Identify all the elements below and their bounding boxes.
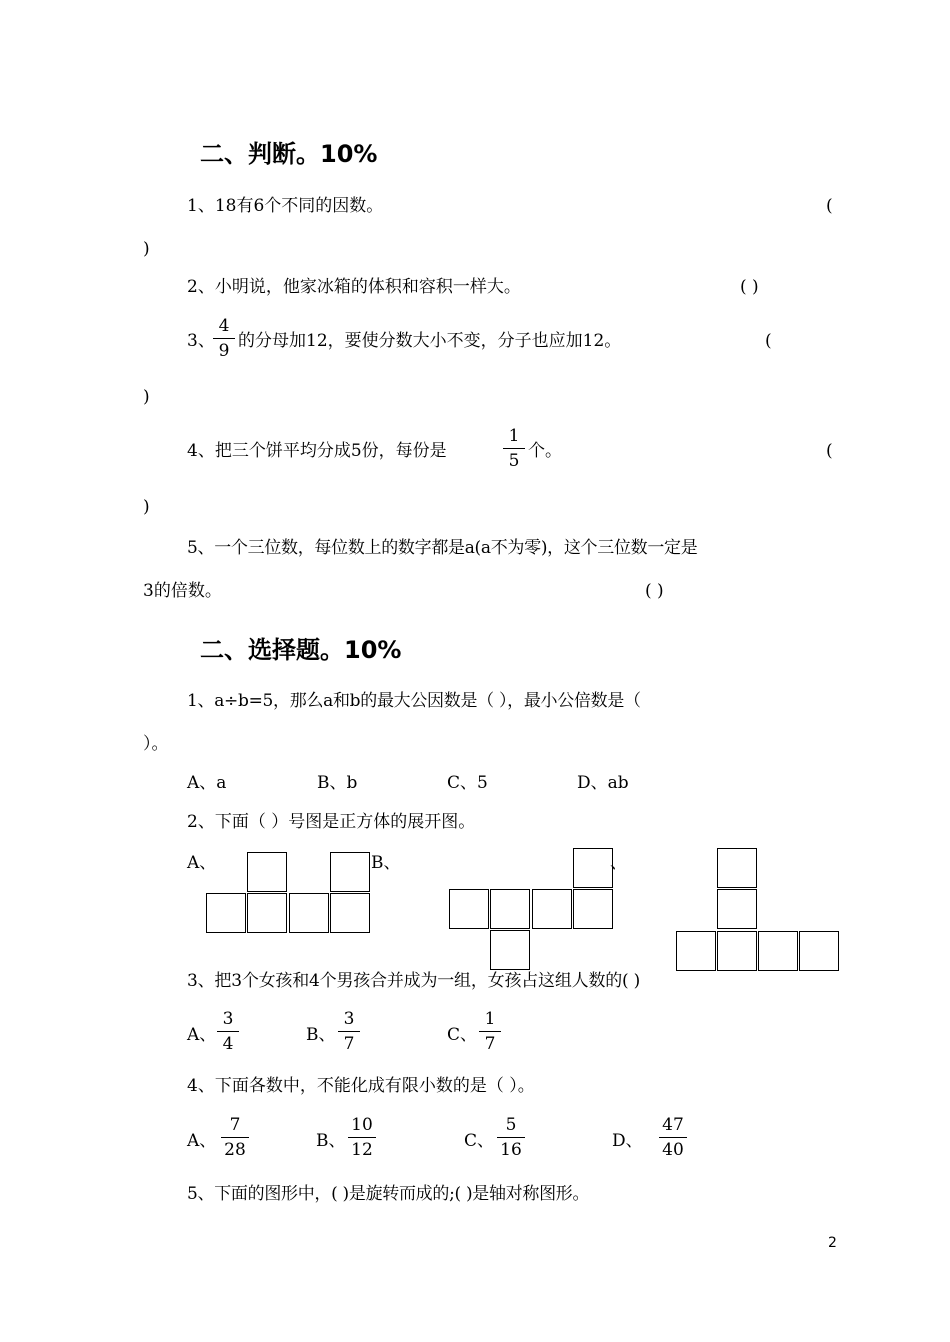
fraction-denominator: 7	[484, 1034, 496, 1054]
option-fraction	[347, 1115, 377, 1160]
judge-q1-open-paren: (	[826, 196, 833, 216]
net-square	[717, 889, 757, 929]
fraction-denominator: 40	[662, 1140, 684, 1160]
judge-q2-answer-blank[interactable]: ( )	[740, 277, 759, 297]
option-label: D、	[612, 1131, 643, 1151]
net-square	[717, 848, 757, 888]
choice-q1-option-a[interactable]: A、a	[187, 773, 227, 793]
judge-q4-close-paren: )	[143, 497, 150, 517]
fraction-denominator: 4	[222, 1034, 234, 1054]
choice-q1-line2: ）。	[143, 734, 169, 754]
option-fraction	[220, 1115, 250, 1160]
option-label: A、	[187, 1025, 217, 1045]
net-square	[573, 848, 613, 888]
judge-q3-close-paren: )	[143, 387, 150, 407]
fraction-bar	[479, 1031, 501, 1032]
net-square	[289, 893, 329, 933]
judge-q3-fraction	[212, 316, 236, 361]
judge-q4-fraction	[502, 426, 526, 471]
choice-q2-label-b[interactable]: B、	[371, 853, 401, 873]
option-fraction	[658, 1115, 688, 1160]
fraction-numerator: 10	[351, 1115, 373, 1135]
option-label: C、	[447, 1025, 478, 1045]
net-square	[573, 889, 613, 929]
section-title-choice: 二、选择题。10%	[200, 636, 402, 664]
option-label: B、	[316, 1131, 346, 1151]
net-square	[247, 893, 287, 933]
choice-q2-label-c[interactable]: 、	[610, 853, 627, 873]
fraction-numerator: 1	[508, 426, 520, 446]
option-label: A、	[187, 1131, 217, 1151]
fraction-denominator: 28	[224, 1140, 246, 1160]
judge-q2-label: 2、小明说，他家冰箱的体积和容积一样大。	[187, 277, 521, 297]
judge-q3-prefix: 3、	[187, 331, 215, 351]
net-square	[532, 889, 572, 929]
fraction-denominator: 9	[218, 341, 230, 361]
choice-q1-option-c[interactable]: C、5	[447, 773, 488, 793]
fraction-numerator: 4	[218, 316, 230, 336]
choice-q3-text: 3、把3个女孩和4个男孩合并成为一组，女孩占这组人数的( )	[187, 971, 641, 991]
choice-q2-text: 2、下面（ ）号图是正方体的展开图。	[187, 812, 476, 832]
fraction-numerator: 7	[229, 1115, 241, 1135]
page-number: 2	[828, 1235, 837, 1251]
fraction-bar	[348, 1137, 376, 1138]
choice-q1-option-d[interactable]: D、ab	[577, 773, 629, 793]
net-square	[717, 931, 757, 971]
fraction-denominator: 7	[343, 1034, 355, 1054]
net-square	[676, 931, 716, 971]
option-label: B、	[306, 1025, 336, 1045]
net-square	[247, 852, 287, 892]
option-fraction	[478, 1009, 502, 1054]
fraction-numerator: 1	[484, 1009, 496, 1029]
net-square	[206, 893, 246, 933]
fraction-bar	[213, 338, 235, 339]
net-square	[449, 889, 489, 929]
judge-q5-line1: 5、一个三位数，每位数上的数字都是a(a不为零)，这个三位数一定是	[187, 538, 698, 558]
judge-q4-open-paren: (	[826, 441, 833, 461]
net-square	[799, 931, 839, 971]
net-square	[758, 931, 798, 971]
choice-q5-text: 5、下面的图形中，( )是旋转而成的;( )是轴对称图形。	[187, 1184, 590, 1204]
choice-q1-line1: 1、a÷b=5，那么a和b的最大公因数是（ ），最小公倍数是（	[187, 691, 641, 711]
judge-q3-open-paren: (	[765, 331, 772, 351]
fraction-bar	[497, 1137, 525, 1138]
judge-q2-text	[187, 276, 521, 298]
net-square	[490, 889, 530, 929]
judge-q5-line2: 3的倍数。	[143, 581, 222, 601]
fraction-bar	[217, 1031, 239, 1032]
net-square	[330, 852, 370, 892]
fraction-bar	[221, 1137, 249, 1138]
option-fraction	[216, 1009, 240, 1054]
fraction-bar	[659, 1137, 687, 1138]
net-square	[330, 893, 370, 933]
judge-q4-text: 4、把三个饼平均分成5份，每份是	[187, 441, 447, 461]
fraction-numerator: 5	[505, 1115, 517, 1135]
judge-q1-text: 1、18有6个不同的因数。	[187, 196, 384, 216]
choice-q1-option-b[interactable]: B、b	[317, 773, 358, 793]
fraction-numerator: 47	[662, 1115, 684, 1135]
judge-q1-close-paren: )	[143, 239, 150, 259]
fraction-denominator: 5	[508, 451, 520, 471]
choice-q2-label-a[interactable]: A、	[187, 853, 217, 873]
option-fraction	[496, 1115, 526, 1160]
fraction-bar	[338, 1031, 360, 1032]
fraction-bar	[503, 448, 525, 449]
option-label: C、	[464, 1131, 495, 1151]
judge-q5-answer-blank[interactable]: ( )	[645, 581, 664, 601]
option-fraction	[337, 1009, 361, 1054]
judge-q4-suffix: 个。	[528, 441, 562, 461]
judge-q3-text: 的分母加12，要使分数大小不变，分子也应加12。	[238, 331, 622, 351]
choice-q4-text: 4、下面各数中，不能化成有限小数的是（ ）。	[187, 1076, 535, 1096]
fraction-numerator: 3	[343, 1009, 355, 1029]
fraction-denominator: 12	[351, 1140, 373, 1160]
net-square	[490, 930, 530, 970]
fraction-numerator: 3	[222, 1009, 234, 1029]
section-title-judgement: 二、判断。10%	[200, 140, 378, 168]
fraction-denominator: 16	[500, 1140, 522, 1160]
